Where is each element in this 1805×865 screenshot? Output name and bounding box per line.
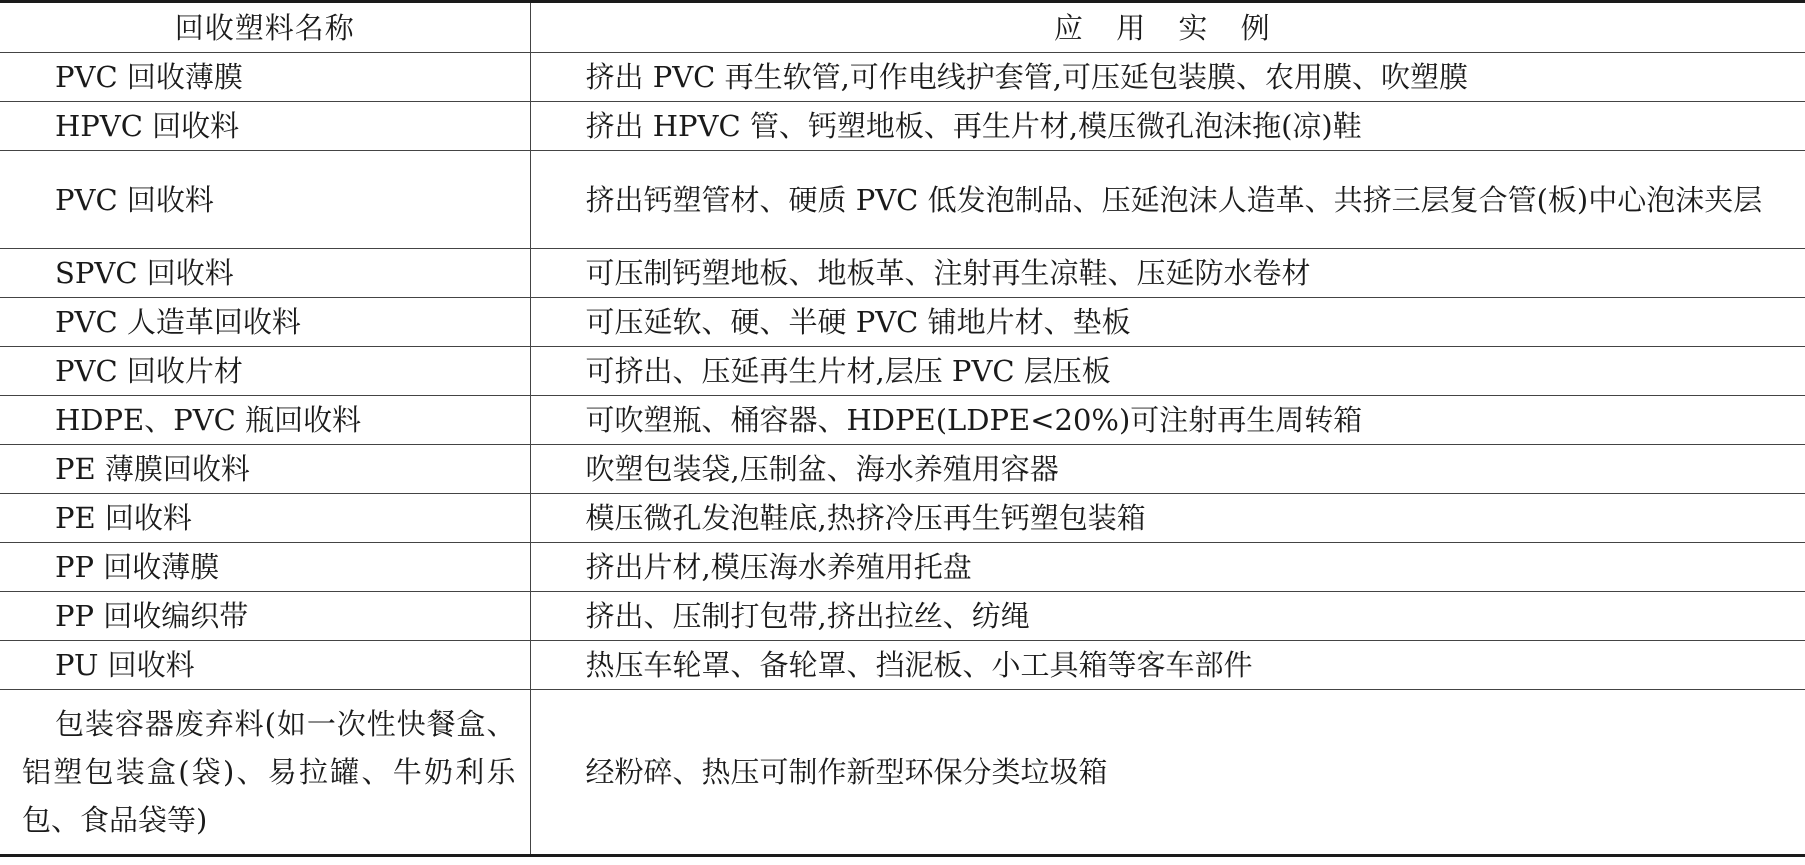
application-cell: 可吹塑瓶、桶容器、HDPE(LDPE<20%)可注射再生周转箱 bbox=[530, 396, 1805, 445]
plastic-name-cell: PE 回收料 bbox=[0, 494, 530, 543]
table-row bbox=[0, 102, 1805, 151]
table-row bbox=[0, 641, 1805, 690]
table-row bbox=[0, 690, 1805, 856]
table-row bbox=[0, 347, 1805, 396]
plastic-name-cell: PVC 回收料 bbox=[0, 151, 530, 249]
application-cell: 挤出片材,模压海水养殖用托盘 bbox=[530, 543, 1805, 592]
table-row bbox=[0, 445, 1805, 494]
plastic-name-cell: PE 薄膜回收料 bbox=[0, 445, 530, 494]
plastic-name-cell: HDPE、PVC 瓶回收料 bbox=[0, 396, 530, 445]
header-row bbox=[0, 2, 1805, 53]
table-row bbox=[0, 53, 1805, 102]
plastic-name-cell: SPVC 回收料 bbox=[0, 249, 530, 298]
table-row bbox=[0, 494, 1805, 543]
plastic-name-cell: PVC 回收薄膜 bbox=[0, 53, 530, 102]
application-cell: 挤出 HPVC 管、钙塑地板、再生片材,模压微孔泡沫拖(凉)鞋 bbox=[530, 102, 1805, 151]
plastic-name-cell: PVC 人造革回收料 bbox=[0, 298, 530, 347]
application-cell: 可压制钙塑地板、地板革、注射再生凉鞋、压延防水卷材 bbox=[530, 249, 1805, 298]
plastic-name-cell: PP 回收编织带 bbox=[0, 592, 530, 641]
plastic-name-cell: PVC 回收片材 bbox=[0, 347, 530, 396]
application-cell: 可压延软、硬、半硬 PVC 铺地片材、垫板 bbox=[530, 298, 1805, 347]
column-header-name: 回收塑料名称 bbox=[0, 2, 530, 53]
application-cell: 挤出、压制打包带,挤出拉丝、纺绳 bbox=[530, 592, 1805, 641]
application-cell: 模压微孔发泡鞋底,热挤冷压再生钙塑包装箱 bbox=[530, 494, 1805, 543]
table-row bbox=[0, 249, 1805, 298]
table-row bbox=[0, 396, 1805, 445]
application-cell: 挤出 PVC 再生软管,可作电线护套管,可压延包装膜、农用膜、吹塑膜 bbox=[530, 53, 1805, 102]
application-cell: 经粉碎、热压可制作新型环保分类垃圾箱 bbox=[530, 690, 1805, 856]
table-body bbox=[0, 53, 1805, 856]
plastic-name-cell: PU 回收料 bbox=[0, 641, 530, 690]
application-cell: 可挤出、压延再生片材,层压 PVC 层压板 bbox=[530, 347, 1805, 396]
application-cell: 吹塑包装袋,压制盆、海水养殖用容器 bbox=[530, 445, 1805, 494]
table-row bbox=[0, 151, 1805, 249]
table-row bbox=[0, 298, 1805, 347]
plastic-name-cell: 包装容器废弃料(如一次性快餐盒、铝塑包装盒(袋)、易拉罐、牛奶利乐包、食品袋等) bbox=[0, 690, 530, 856]
table-row bbox=[0, 543, 1805, 592]
application-cell: 挤出钙塑管材、硬质 PVC 低发泡制品、压延泡沫人造革、共挤三层复合管(板)中心泡沫夹层 bbox=[530, 151, 1805, 249]
plastic-name-cell: HPVC 回收料 bbox=[0, 102, 530, 151]
column-header-application: 应 用 实 例 bbox=[530, 2, 1805, 53]
plastic-name-cell: PP 回收薄膜 bbox=[0, 543, 530, 592]
table-row bbox=[0, 592, 1805, 641]
table-header bbox=[0, 2, 1805, 53]
application-cell: 热压车轮罩、备轮罩、挡泥板、小工具箱等客车部件 bbox=[530, 641, 1805, 690]
